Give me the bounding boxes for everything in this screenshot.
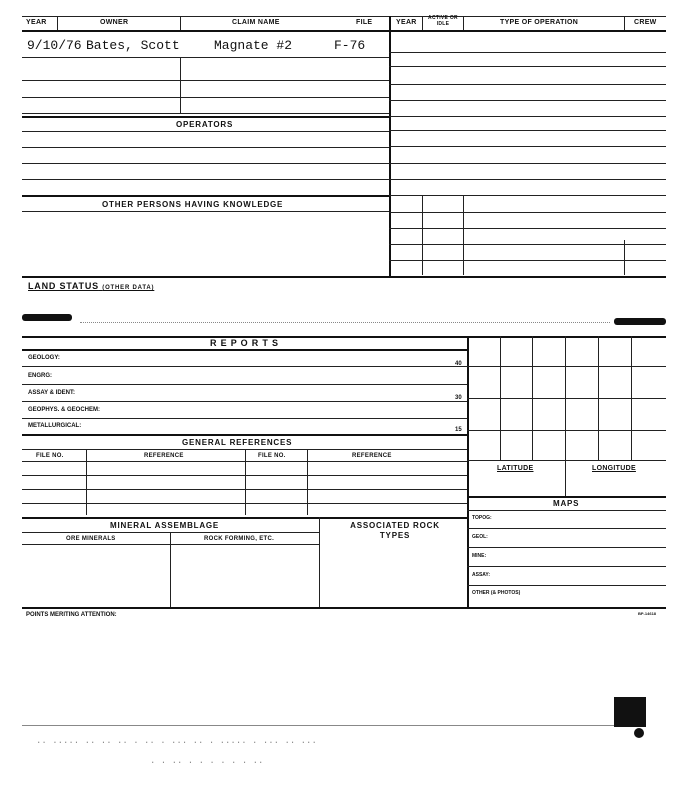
main-column-divider	[389, 16, 391, 278]
map-assay: ASSAY:	[472, 572, 491, 578]
reports-top-rule	[22, 336, 666, 338]
claim-name-header: CLAIM NAME	[232, 19, 280, 26]
owner-claim-divider	[180, 57, 181, 113]
report-engrg: ENGRG:	[28, 373, 52, 379]
other-persons-rule	[22, 195, 389, 197]
row-line	[389, 228, 666, 229]
mineral-assemblage-rule	[22, 517, 467, 519]
land-status-line	[80, 322, 610, 323]
header-divider	[180, 16, 181, 30]
latitude-label: LATITUDE	[497, 465, 534, 472]
grid-line	[467, 398, 666, 399]
active-idle-header: ACTIVE OR IDLE	[428, 15, 458, 27]
file-header: FILE	[356, 19, 373, 26]
type-of-operation-header: TYPE OF OPERATION	[500, 19, 579, 26]
report-geophys: GEOPHYS. & GEOCHEM:	[28, 407, 101, 413]
grid-number-30: 30	[455, 395, 462, 401]
row-line	[389, 66, 666, 67]
maps-title: MAPS	[553, 499, 580, 508]
associated-rock-types-title: ASSOCIATED ROCK TYPES	[350, 521, 440, 540]
scan-artifact-line	[22, 725, 642, 726]
row-line	[467, 547, 666, 548]
row-line	[389, 84, 666, 85]
scan-dot-mark	[634, 728, 644, 738]
ref-col-divider	[245, 449, 246, 515]
crew-header: CREW	[634, 19, 657, 26]
row-line	[22, 57, 389, 58]
year-header: YEAR	[26, 19, 47, 26]
map-topog: TOPOG:	[472, 515, 492, 521]
scan-noise: ·· ····· ·· ·· ·· · ·· · ··· ·· · ····· · ··· ·· ···	[36, 738, 317, 748]
row-line	[22, 163, 389, 164]
row-line	[22, 147, 389, 148]
row-line	[467, 510, 666, 511]
land-status-label: LAND STATUS	[28, 281, 99, 291]
report-geology: GEOLOGY:	[28, 355, 60, 361]
operators-rule	[22, 116, 389, 118]
header-rule	[22, 30, 666, 32]
row-line	[389, 179, 666, 180]
ink-smudge	[614, 318, 666, 325]
row-line	[389, 116, 666, 117]
ref-col-divider	[86, 449, 87, 515]
row-line	[22, 80, 389, 81]
grid-line	[467, 366, 666, 367]
longitude-label: LONGITUDE	[592, 465, 636, 472]
row-line	[467, 566, 666, 567]
owner-header: OWNER	[100, 19, 129, 26]
upper-block-bottom-rule	[22, 276, 666, 278]
points-meriting-attention-label: POINTS MERITING ATTENTION:	[26, 612, 117, 618]
row-line	[389, 146, 666, 147]
row-line	[389, 130, 666, 131]
ink-smudge	[22, 314, 72, 321]
land-status-sub: (OTHER DATA)	[102, 285, 155, 291]
grid-line	[565, 336, 566, 496]
general-references-title: GENERAL REFERENCES	[182, 438, 293, 447]
entry-file: F-76	[334, 38, 366, 53]
points-rule	[22, 607, 666, 609]
row-line	[389, 212, 666, 213]
row-line	[22, 131, 389, 132]
map-other: OTHER (& PHOTOS)	[472, 590, 521, 596]
mineral-assemblage-title: MINERAL ASSEMBLAGE	[110, 521, 220, 530]
mineral-col-divider	[319, 517, 320, 607]
right-col-divider	[422, 195, 423, 275]
grid-line	[467, 460, 666, 461]
rock-forming-header: ROCK FORMING, ETC.	[204, 536, 275, 542]
operators-title: OPERATORS	[176, 120, 234, 129]
reports-header-rule	[22, 349, 467, 351]
year-right-header: YEAR	[396, 19, 417, 26]
row-line	[22, 418, 467, 419]
ref-col-divider	[307, 449, 308, 515]
mineral-col-divider	[170, 532, 171, 607]
row-line	[22, 211, 389, 212]
ref-file-no-header: FILE NO.	[36, 453, 64, 459]
row-line	[389, 163, 666, 164]
land-status-title	[28, 281, 154, 291]
ref-reference-header-2: REFERENCE	[352, 453, 392, 459]
header-divider	[422, 16, 423, 30]
row-line	[467, 585, 666, 586]
maps-rule	[467, 496, 666, 498]
map-geol: GEOL:	[472, 534, 488, 540]
row-line	[22, 401, 467, 402]
grid-number-15: 15	[455, 427, 462, 433]
entry-owner: Bates, Scott	[86, 38, 180, 53]
row-line	[22, 179, 389, 180]
ore-minerals-header: ORE MINERALS	[66, 536, 116, 542]
scan-block-mark	[614, 697, 646, 727]
header-divider	[624, 16, 625, 30]
row-line	[22, 366, 467, 367]
row-line	[22, 384, 467, 385]
right-col-divider	[463, 195, 464, 275]
ref-file-no-header-2: FILE NO.	[258, 453, 286, 459]
row-line	[389, 195, 666, 196]
reports-title: R E P O R T S	[210, 338, 279, 348]
ref-reference-header: REFERENCE	[144, 453, 184, 459]
row-line	[22, 97, 389, 98]
header-divider	[57, 16, 58, 30]
entry-date: 9/10/76	[27, 38, 82, 53]
grid-line	[467, 430, 666, 431]
right-block-divider	[467, 336, 469, 608]
grid-number-40: 40	[455, 361, 462, 367]
top-rule	[22, 16, 666, 17]
row-line	[389, 100, 666, 101]
header-divider	[463, 16, 464, 30]
row-line	[467, 528, 666, 529]
scan-noise: · · ·· · · · · · · ··	[150, 758, 264, 768]
map-mine: MINE:	[472, 553, 487, 559]
form-number: BP-14618	[638, 611, 657, 616]
right-col-divider	[624, 240, 625, 275]
other-persons-title: OTHER PERSONS HAVING KNOWLEDGE	[102, 200, 284, 209]
report-assay: ASSAY & IDENT:	[28, 390, 76, 396]
report-metallurgical: METALLURGICAL:	[28, 423, 82, 429]
entry-claim-name: Magnate #2	[214, 38, 293, 53]
row-line	[22, 113, 389, 114]
row-line	[389, 52, 666, 53]
general-references-rule	[22, 434, 467, 436]
